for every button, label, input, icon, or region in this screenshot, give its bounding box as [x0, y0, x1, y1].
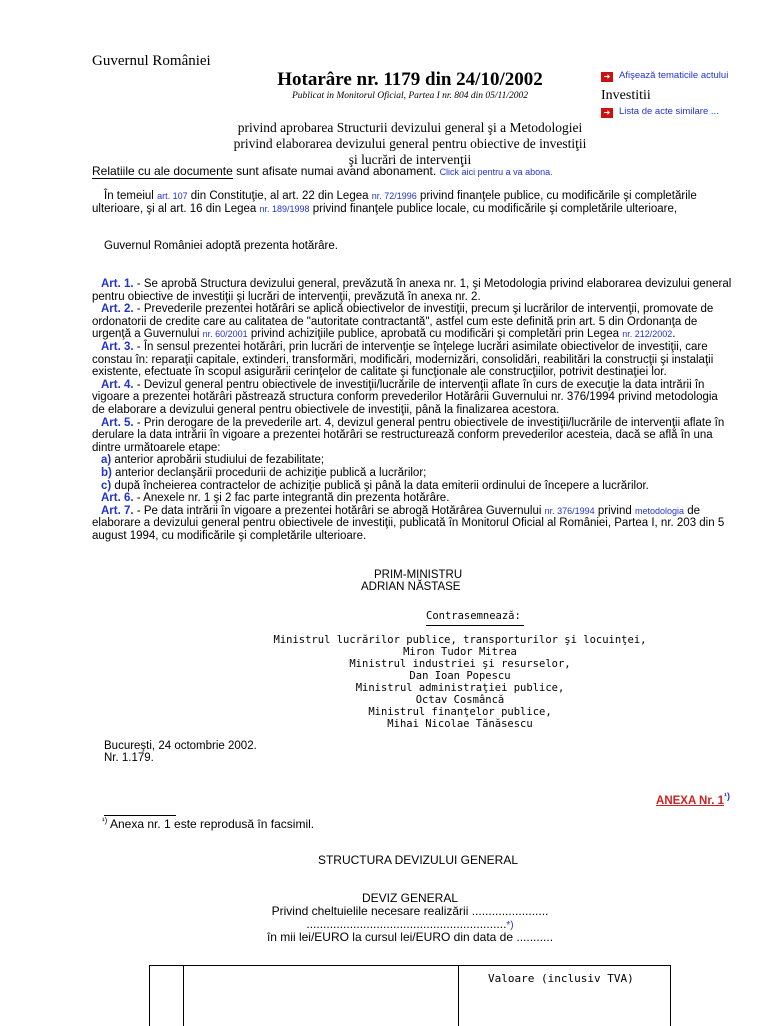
similar-link-row[interactable]: [601, 106, 751, 118]
countersign-line: Ministrul finanţelor publice,: [368, 706, 552, 718]
arrow-right-icon: ➜: [601, 108, 613, 118]
annex-footnote-mark: ¹): [724, 791, 730, 801]
adopt-statement: Guvernul României adoptă prezenta hotărâre.: [104, 240, 338, 252]
relations-divider: [92, 178, 218, 179]
article-label: Art. 3.: [101, 340, 134, 353]
article-2: [92, 303, 732, 341]
countersign-line: Ministrul industriei şi resurselor,: [349, 658, 571, 670]
structure-title: STRUCTURA DEVIZULUI GENERAL: [317, 853, 519, 867]
ordinance-60-2001-link[interactable]: nr. 60/2001: [202, 329, 248, 340]
article-label: Art. 2.: [101, 303, 134, 316]
article-label: Art. 5.: [101, 416, 134, 429]
article-text: privind: [594, 504, 635, 517]
article-text: .: [672, 328, 676, 341]
arrow-right-icon: ➜: [601, 72, 613, 82]
list-letter: b): [101, 466, 112, 479]
methodology-link[interactable]: metodologia: [634, 505, 684, 516]
annex-1-link[interactable]: [656, 791, 730, 807]
deviz-dots: ............................................................: [306, 917, 507, 931]
articles: [92, 278, 732, 542]
table-column-divider: [458, 966, 459, 1026]
article-text: - Prin derogare de la prevederile art. 4, devizul general pentru obiectivele de investiţii/lucrările de intervenţii aflate în derulare la data intrării în vigoare a prezentei hotărâri se restructurează conform prevederilor acesteia, dacă se află în una dintre următoarele etape:: [92, 416, 725, 454]
countersign-line: Octav Cosmâncă: [415, 694, 505, 706]
list-item-a: [92, 454, 732, 467]
article-1: [92, 278, 732, 303]
preamble-text: din Constituţie, al art. 22 din Legea: [187, 190, 372, 202]
subject-line-1: privind aprobarea Structurii devizului general şi a Metodologiei: [237, 120, 583, 135]
preamble-text: În temeiul: [104, 190, 158, 202]
similar-acts-link[interactable]: Lista de acte similare ...: [619, 106, 719, 117]
article-label: Art. 1.: [101, 278, 134, 290]
deviz-table: [149, 965, 671, 1026]
themes-link-row[interactable]: [601, 70, 751, 82]
preamble: [92, 190, 732, 215]
annex-label[interactable]: ANEXA Nr. 1: [656, 794, 724, 807]
list-letter: c): [101, 479, 112, 492]
law-189-1998-link[interactable]: nr. 189/1998: [259, 203, 310, 214]
government-name: Guvernul României: [92, 53, 211, 69]
countersign-label: Contrasemnează:: [426, 610, 521, 622]
table-header-value: Valoare (inclusiv TVA): [488, 972, 634, 985]
article-text: - Devizul general pentru obiectivele de investiţii/lucrările de intervenţii aflate în curs de execuţie la data intrării în vigoare a prezentei hotărâri păstrează structura conform prevederilor Hotărârii Guvernului nr. 376/1994 privind metodologia de elaborare a devizului general pentru obiectivele de investiţii, până la finalizarea acestora.: [92, 378, 718, 416]
footnote: [102, 816, 314, 831]
deviz-line-1: Privind cheltuielile necesare realizării .......................: [271, 904, 549, 918]
deviz-line-3: în mii lei/EURO la cursul lei/EURO din data de ...........: [266, 930, 554, 944]
subject-line-2: privind elaborarea devizului general pentru obiective de investiţii: [233, 136, 587, 151]
list-letter: a): [101, 454, 112, 467]
table-column-divider: [183, 966, 184, 1026]
sidebar: [601, 70, 751, 118]
article-label: Art. 6.: [101, 492, 134, 505]
deviz-title: DEVIZ GENERAL: [361, 891, 459, 905]
law-212-2002-link[interactable]: nr. 212/2002: [622, 329, 673, 340]
pm-name: ADRIAN NĂSTASE: [361, 581, 461, 593]
subscribe-link[interactable]: Click aici pentru a va abona.: [439, 167, 553, 177]
footnote-mark: ¹): [102, 816, 108, 825]
relations-text: Relatiile cu ale documente: [92, 164, 233, 178]
constitution-art-link[interactable]: art. 107: [157, 191, 188, 201]
law-72-1996-link[interactable]: nr. 72/1996: [371, 191, 417, 201]
document-title: Hotarâre nr. 1179 din 24/10/2002: [277, 69, 543, 90]
subject-line-3: şi lucrări de intervenţii: [348, 152, 472, 167]
article-text: - Pe data intrării în vigoare a prezentei hotărâri se abrogă Hotărârea Guvernului: [133, 504, 545, 517]
list-item-b: [92, 467, 732, 480]
relations-rest: sunt afisate numai avand abonament.: [232, 164, 440, 178]
article-7: [92, 505, 732, 543]
countersign-line: Dan Ioan Popescu: [409, 670, 511, 682]
article-6: [92, 492, 732, 505]
article-label: Art. 7.: [101, 504, 134, 517]
article-text: - Prevederile prezentei hotărâri se aplică obiectivelor de investiţii, precum şi lucrărilor de intervenţii, promovate de ordonatorii de credite care au calitatea de "autoritate contractantă", astfel cum este definită prin art. 5 din Ordonanţa de urgenţă a Guvernului: [92, 303, 714, 341]
article-label: Art. 4.: [101, 378, 134, 391]
countersign-divider: [426, 625, 524, 626]
countersigners: [250, 634, 670, 730]
list-text: anterior aprobării studiului de fezabilitate;: [111, 454, 325, 467]
article-text: - Se aprobă Structura devizului general, prevăzută în anexa nr. 1, şi Metodologia privind elaborarea devizului general pentru obiective de investiţii şi lucrări de intervenţii, prevăzută în anexa nr. 2.: [92, 278, 732, 303]
article-text: - Anexele nr. 1 şi 2 fac parte integrantă din prezenta hotărâre.: [133, 492, 450, 505]
pm-role: PRIM-MINISTRU: [374, 569, 463, 581]
preamble-text: privind finanţele publice, cu modificările şi completările ulterioare, şi al art. 16 din Legea: [92, 190, 697, 215]
act-number: Nr. 1.179.: [104, 752, 154, 764]
category-label: Investitii: [601, 88, 651, 103]
article-text: - În sensul prezentei hotărâri, prin lucrări de intervenţie se înţelege lucrări asimilate obiectivelor de investiţii, care constau în: reparaţii capitale, extinderi, transformări, modificări, modernizări, consolidări, reabilitări la construcţii şi instalaţii existente, efectuate în scopul asigurării cerinţelor de calitate şi funcţionale ale construcţiilor, potrivit destinaţiei lor.: [92, 340, 714, 379]
show-themes-link[interactable]: Afişează tematicile actului: [619, 70, 729, 81]
publication-info: Publicat in Monitorul Oficial, Partea I nr. 804 din 05/11/2002: [292, 91, 528, 101]
list-text: anterior declanşării procedurii de achiziţie publică a lucrărilor;: [111, 466, 427, 479]
list-text: după încheierea contractelor de achiziţie publică şi până la data emiterii ordinului de începere a lucrărilor.: [111, 479, 649, 492]
countersign-line: Mihai Nicolae Tănăsescu: [387, 718, 533, 730]
article-5: [92, 417, 732, 455]
article-text: privind achiziţiile publice, aprobată cu modificări şi completări prin Legea: [247, 328, 623, 341]
deviz-footnote-mark: *): [506, 920, 514, 931]
countersign-line: Ministrul administraţiei publice,: [355, 682, 565, 694]
list-item-c: [92, 480, 732, 493]
document-subject: [180, 120, 640, 168]
article-3: [92, 341, 732, 379]
countersign-line: Miron Tudor Mitrea: [403, 646, 517, 658]
preamble-text: privind finanţele publice locale, cu modificările şi completările ulterioare,: [309, 202, 678, 215]
hg-376-1994-link[interactable]: nr. 376/1994: [544, 505, 595, 516]
article-4: [92, 379, 732, 417]
place-date: Bucureşti, 24 octombrie 2002.: [104, 740, 257, 752]
countersign-line: Ministrul lucrărilor publice, transporturilor şi locuinţei,: [273, 634, 647, 646]
footnote-text: Anexa nr. 1 este reprodusă în facsimil.: [107, 817, 315, 831]
article-text: de elaborare a devizului general pentru obiectivele de investiţii, publicată în Monitorul Oficial al României, Partea I, nr. 203 din 5 august 1994, cu modificările şi completările ulterioare.: [92, 504, 725, 542]
relations-notice: [92, 164, 553, 178]
